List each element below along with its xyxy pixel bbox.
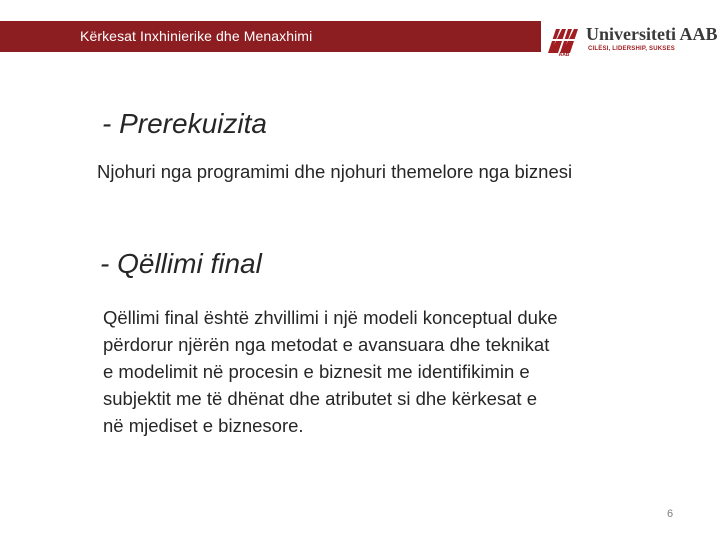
- university-tagline: CILËSI, LIDERSHIP, SUKSES: [588, 46, 675, 52]
- final-goal-line: në mjediset e biznesore.: [103, 415, 304, 436]
- university-crest-icon: [546, 23, 582, 57]
- final-goal-line: e modelimit në procesin e biznesit me identifikimin e: [103, 361, 530, 382]
- university-name: Universiteti AAB: [586, 24, 718, 44]
- slide-header-title: Kërkesat Inxhinierike dhe Menaxhimi: [80, 28, 313, 44]
- university-logo: [546, 23, 716, 57]
- final-goal-line: Qëllimi final është zhvillimi i një modeli konceptual duke: [103, 307, 558, 328]
- page-number: 6: [667, 508, 674, 520]
- final-goal-line: subjektit me të dhënat dhe atributet si dhe kërkesat e: [103, 388, 537, 409]
- prerequisites-text: Njohuri nga programimi dhe njohuri themelore nga biznesi: [97, 161, 573, 182]
- heading-prerequisites: - Prerekuizita: [102, 108, 267, 139]
- heading-final-goal: - Qëllimi final: [100, 248, 262, 279]
- final-goal-line: përdorur njërën nga metodat e avansuara dhe teknikat: [103, 334, 550, 355]
- crest-mark-text: AAB: [558, 52, 570, 57]
- final-goal-paragraph: [103, 304, 683, 439]
